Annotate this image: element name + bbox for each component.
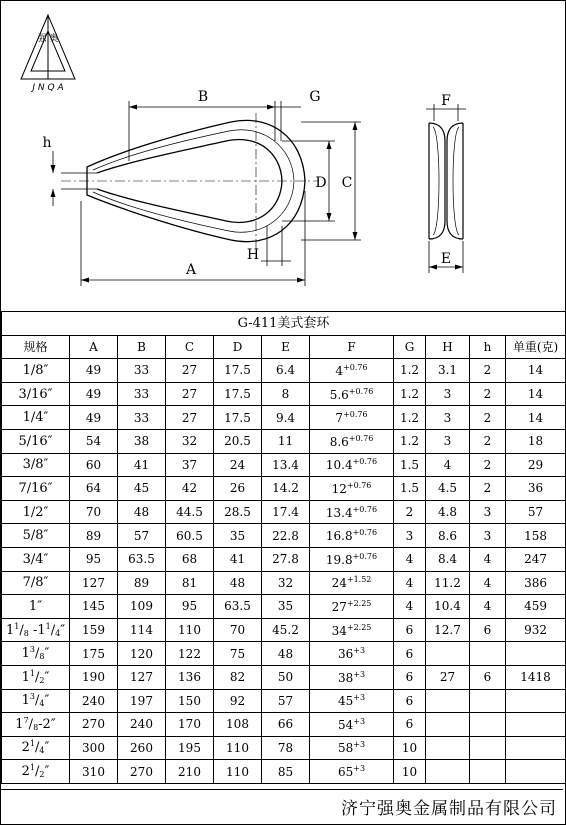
cell-weight: 247 bbox=[506, 547, 566, 571]
logo-chars-top: 强 奥 bbox=[37, 34, 59, 44]
cell-e: 78 bbox=[262, 736, 310, 760]
cell-e: 8 bbox=[262, 382, 310, 406]
cell-d: 28.5 bbox=[214, 500, 262, 524]
cell-e: 32 bbox=[262, 571, 310, 595]
header-size: 规格 bbox=[2, 335, 70, 359]
size-cell: 7/8″ bbox=[2, 571, 70, 595]
cell-c: 122 bbox=[166, 642, 214, 666]
cell-c: 27 bbox=[166, 382, 214, 406]
cell-g: 3 bbox=[394, 524, 426, 548]
cell-weight: 459 bbox=[506, 595, 566, 619]
size-cell: 1/4″ bbox=[2, 406, 70, 430]
thimble-end-view bbox=[429, 123, 463, 239]
size-cell: 3/16″ bbox=[2, 382, 70, 406]
cell-h-small: 2 bbox=[470, 406, 506, 430]
table-header-row bbox=[2, 335, 566, 359]
cell-f: $58^{+3}$ bbox=[310, 736, 394, 760]
thimble-side-view bbox=[61, 113, 319, 253]
cell-g: 6 bbox=[394, 689, 426, 713]
cell-h bbox=[426, 736, 470, 760]
cell-d: 20.5 bbox=[214, 429, 262, 453]
cell-c: 44.5 bbox=[166, 500, 214, 524]
table-row bbox=[2, 524, 566, 548]
header-e: E bbox=[262, 335, 310, 359]
cell-h-small bbox=[470, 736, 506, 760]
cell-g: 1.2 bbox=[394, 429, 426, 453]
cell-weight bbox=[506, 736, 566, 760]
cell-a: 300 bbox=[70, 736, 118, 760]
size-cell: 5/16″ bbox=[2, 429, 70, 453]
cell-d: 70 bbox=[214, 618, 262, 642]
cell-weight bbox=[506, 642, 566, 666]
cell-g: 1.5 bbox=[394, 453, 426, 477]
size-cell: $1^1/_2''$ bbox=[2, 665, 70, 689]
cell-f: $5.6^{+0.76}$ bbox=[310, 382, 394, 406]
header-a: A bbox=[70, 335, 118, 359]
dim-label-e: E bbox=[440, 251, 452, 267]
cell-d: 41 bbox=[214, 547, 262, 571]
tolerance: +3 bbox=[353, 740, 366, 750]
header-b: B bbox=[118, 335, 166, 359]
cell-b: 38 bbox=[118, 429, 166, 453]
cell-h-small: 2 bbox=[470, 382, 506, 406]
cell-e: 57 bbox=[262, 689, 310, 713]
size-cell: 1/2″ bbox=[2, 500, 70, 524]
cell-h: 12.7 bbox=[426, 618, 470, 642]
cell-a: 127 bbox=[70, 571, 118, 595]
cell-f: $8.6^{+0.76}$ bbox=[310, 429, 394, 453]
tolerance: +0.76 bbox=[343, 362, 368, 372]
cell-h: 27 bbox=[426, 665, 470, 689]
cell-a: 49 bbox=[70, 406, 118, 430]
cell-h: 4.5 bbox=[426, 477, 470, 501]
size-cell: 1″ bbox=[2, 595, 70, 619]
table-row bbox=[2, 689, 566, 713]
cell-a: 310 bbox=[70, 760, 118, 784]
table-row bbox=[2, 618, 566, 642]
size-cell: 5/8″ bbox=[2, 524, 70, 548]
tolerance: +3 bbox=[353, 693, 366, 703]
cell-h-small bbox=[470, 713, 506, 737]
cell-b: 48 bbox=[118, 500, 166, 524]
cell-f: $16.8^{+0.76}$ bbox=[310, 524, 394, 548]
cell-c: 81 bbox=[166, 571, 214, 595]
cell-e: 11 bbox=[262, 429, 310, 453]
table-row bbox=[2, 736, 566, 760]
cell-weight: 932 bbox=[506, 618, 566, 642]
cell-a: 49 bbox=[70, 359, 118, 383]
dim-label-d: D bbox=[315, 175, 327, 191]
tolerance: +2.25 bbox=[346, 598, 372, 608]
cell-f: $13.4^{+0.76}$ bbox=[310, 500, 394, 524]
cell-h bbox=[426, 689, 470, 713]
cell-h: 3 bbox=[426, 382, 470, 406]
table-row bbox=[2, 547, 566, 571]
cell-c: 68 bbox=[166, 547, 214, 571]
tolerance: +0.76 bbox=[352, 457, 378, 467]
cell-e: 9.4 bbox=[262, 406, 310, 430]
cell-h bbox=[426, 760, 470, 784]
cell-b: 45 bbox=[118, 477, 166, 501]
dimension-lines bbox=[53, 101, 361, 286]
header-h: H bbox=[426, 335, 470, 359]
cell-weight: 14 bbox=[506, 382, 566, 406]
tolerance: +3 bbox=[353, 669, 366, 679]
cell-e: 27.8 bbox=[262, 547, 310, 571]
cell-a: 89 bbox=[70, 524, 118, 548]
tolerance: +0.76 bbox=[352, 551, 378, 561]
dim-label-h: H bbox=[246, 247, 260, 263]
cell-f: $34^{+2.25}$ bbox=[310, 618, 394, 642]
cell-b: 63.5 bbox=[118, 547, 166, 571]
cell-a: 60 bbox=[70, 453, 118, 477]
header-d: D bbox=[214, 335, 262, 359]
cell-weight bbox=[506, 689, 566, 713]
cell-h: 3 bbox=[426, 429, 470, 453]
cell-h: 4.8 bbox=[426, 500, 470, 524]
cell-b: 114 bbox=[118, 618, 166, 642]
cell-weight bbox=[506, 760, 566, 784]
cell-g: 6 bbox=[394, 642, 426, 666]
cell-e: 50 bbox=[262, 665, 310, 689]
cell-b: 41 bbox=[118, 453, 166, 477]
header-h-small: h bbox=[470, 335, 506, 359]
cell-h bbox=[426, 642, 470, 666]
company-name: 济宁强奥金属制品有限公司 bbox=[341, 799, 557, 819]
cell-f: $45^{+3}$ bbox=[310, 689, 394, 713]
cell-h-small: 6 bbox=[470, 618, 506, 642]
company-logo bbox=[21, 15, 75, 79]
cell-g: 10 bbox=[394, 760, 426, 784]
cell-weight: 158 bbox=[506, 524, 566, 548]
cell-e: 22.8 bbox=[262, 524, 310, 548]
cell-g: 1.2 bbox=[394, 406, 426, 430]
cell-a: 145 bbox=[70, 595, 118, 619]
cell-a: 49 bbox=[70, 382, 118, 406]
table-row bbox=[2, 595, 566, 619]
cell-b: 270 bbox=[118, 760, 166, 784]
cell-b: 109 bbox=[118, 595, 166, 619]
table-row bbox=[2, 359, 566, 383]
spec-table bbox=[1, 311, 566, 784]
table-row bbox=[2, 760, 566, 784]
cell-f: $10.4^{+0.76}$ bbox=[310, 453, 394, 477]
cell-f: $19.8^{+0.76}$ bbox=[310, 547, 394, 571]
cell-g: 4 bbox=[394, 547, 426, 571]
table-row bbox=[2, 665, 566, 689]
table-title: G-411美式套环 bbox=[2, 312, 566, 336]
cell-d: 110 bbox=[214, 736, 262, 760]
cell-c: 110 bbox=[166, 618, 214, 642]
size-cell: $2^1/_2''$ bbox=[2, 760, 70, 784]
cell-h-small: 3 bbox=[470, 500, 506, 524]
header-f: F bbox=[310, 335, 394, 359]
cell-weight bbox=[506, 713, 566, 737]
size-cell: $1^1/_8$ $-1^1/_4''$ bbox=[2, 618, 70, 642]
table-row bbox=[2, 571, 566, 595]
cell-weight: 36 bbox=[506, 477, 566, 501]
cell-f: $24^{+1.52}$ bbox=[310, 571, 394, 595]
cell-h: 3 bbox=[426, 406, 470, 430]
cell-c: 95 bbox=[166, 595, 214, 619]
cell-weight: 29 bbox=[506, 453, 566, 477]
cell-g: 6 bbox=[394, 713, 426, 737]
cell-h: 8.6 bbox=[426, 524, 470, 548]
cell-h-small bbox=[470, 760, 506, 784]
cell-c: 37 bbox=[166, 453, 214, 477]
table-title-row bbox=[2, 312, 566, 336]
cell-e: 45.2 bbox=[262, 618, 310, 642]
size-cell: $2^1/_4''$ bbox=[2, 736, 70, 760]
cell-d: 110 bbox=[214, 760, 262, 784]
cell-b: 197 bbox=[118, 689, 166, 713]
dim-label-g: G bbox=[309, 89, 321, 105]
cell-d: 75 bbox=[214, 642, 262, 666]
size-cell: 3/8″ bbox=[2, 453, 70, 477]
tolerance: +0.76 bbox=[348, 433, 374, 443]
table-row bbox=[2, 429, 566, 453]
size-cell: $1^7/_8-2''$ bbox=[2, 713, 70, 737]
cell-b: 120 bbox=[118, 642, 166, 666]
cell-g: 1.2 bbox=[394, 382, 426, 406]
cell-c: 27 bbox=[166, 406, 214, 430]
cell-g: 2 bbox=[394, 500, 426, 524]
cell-g: 10 bbox=[394, 736, 426, 760]
cell-c: 170 bbox=[166, 713, 214, 737]
cell-a: 175 bbox=[70, 642, 118, 666]
cell-f: $65^{+3}$ bbox=[310, 760, 394, 784]
tolerance: +3 bbox=[353, 716, 366, 726]
thimble-drawing bbox=[1, 1, 566, 311]
tolerance: +2.25 bbox=[346, 622, 372, 632]
cell-e: 6.4 bbox=[262, 359, 310, 383]
cell-weight: 57 bbox=[506, 500, 566, 524]
cell-h-small: 2 bbox=[470, 453, 506, 477]
cell-h: 10.4 bbox=[426, 595, 470, 619]
cell-f: $7^{+0.76}$ bbox=[310, 406, 394, 430]
cell-c: 42 bbox=[166, 477, 214, 501]
cell-h-small: 4 bbox=[470, 547, 506, 571]
cell-g: 1.5 bbox=[394, 477, 426, 501]
cell-e: 85 bbox=[262, 760, 310, 784]
cell-b: 240 bbox=[118, 713, 166, 737]
cell-b: 260 bbox=[118, 736, 166, 760]
cell-e: 66 bbox=[262, 713, 310, 737]
size-cell: $1^3/_8''$ bbox=[2, 642, 70, 666]
tolerance: +0.76 bbox=[352, 528, 378, 538]
cell-weight: 14 bbox=[506, 359, 566, 383]
cell-c: 195 bbox=[166, 736, 214, 760]
cell-f: $12^{+0.76}$ bbox=[310, 477, 394, 501]
cell-d: 17.5 bbox=[214, 382, 262, 406]
table-row bbox=[2, 713, 566, 737]
cell-h-small: 6 bbox=[470, 665, 506, 689]
logo-chars-bottom: J N Q A bbox=[32, 83, 64, 93]
dim-label-a: A bbox=[185, 262, 197, 278]
cell-g: 6 bbox=[394, 618, 426, 642]
cell-d: 26 bbox=[214, 477, 262, 501]
cell-d: 17.5 bbox=[214, 406, 262, 430]
header-c: C bbox=[166, 335, 214, 359]
tolerance: +1.52 bbox=[346, 575, 372, 585]
cell-a: 95 bbox=[70, 547, 118, 571]
cell-g: 4 bbox=[394, 571, 426, 595]
cell-a: 270 bbox=[70, 713, 118, 737]
cell-b: 127 bbox=[118, 665, 166, 689]
cell-e: 48 bbox=[262, 642, 310, 666]
cell-d: 48 bbox=[214, 571, 262, 595]
size-cell: $1^3/_4''$ bbox=[2, 689, 70, 713]
cell-h: 3.1 bbox=[426, 359, 470, 383]
cell-c: 60.5 bbox=[166, 524, 214, 548]
cell-h-small bbox=[470, 642, 506, 666]
cell-b: 57 bbox=[118, 524, 166, 548]
cell-b: 33 bbox=[118, 382, 166, 406]
cell-c: 136 bbox=[166, 665, 214, 689]
cell-h: 11.2 bbox=[426, 571, 470, 595]
table-row bbox=[2, 642, 566, 666]
cell-a: 190 bbox=[70, 665, 118, 689]
end-view-dimensions bbox=[426, 104, 466, 273]
cell-d: 17.5 bbox=[214, 359, 262, 383]
footer bbox=[1, 789, 563, 825]
cell-d: 92 bbox=[214, 689, 262, 713]
cell-h-small bbox=[470, 689, 506, 713]
table-row bbox=[2, 406, 566, 430]
cell-c: 32 bbox=[166, 429, 214, 453]
dim-label-h-small: h bbox=[42, 135, 52, 151]
cell-h-small: 2 bbox=[470, 429, 506, 453]
cell-e: 17.4 bbox=[262, 500, 310, 524]
cell-d: 82 bbox=[214, 665, 262, 689]
table-row bbox=[2, 453, 566, 477]
size-cell: 3/4″ bbox=[2, 547, 70, 571]
cell-b: 89 bbox=[118, 571, 166, 595]
cell-h-small: 4 bbox=[470, 595, 506, 619]
cell-h-small: 2 bbox=[470, 477, 506, 501]
table-row bbox=[2, 500, 566, 524]
cell-d: 24 bbox=[214, 453, 262, 477]
tolerance: +3 bbox=[353, 764, 366, 774]
cell-c: 210 bbox=[166, 760, 214, 784]
cell-a: 54 bbox=[70, 429, 118, 453]
tolerance: +3 bbox=[353, 646, 366, 656]
tolerance: +0.76 bbox=[346, 480, 372, 490]
cell-e: 14.2 bbox=[262, 477, 310, 501]
cell-weight: 14 bbox=[506, 406, 566, 430]
header-g: G bbox=[394, 335, 426, 359]
cell-h-small: 4 bbox=[470, 571, 506, 595]
cell-b: 33 bbox=[118, 406, 166, 430]
cell-h: 4 bbox=[426, 453, 470, 477]
cell-f: $54^{+3}$ bbox=[310, 713, 394, 737]
cell-h bbox=[426, 713, 470, 737]
cell-a: 240 bbox=[70, 689, 118, 713]
cell-weight: 386 bbox=[506, 571, 566, 595]
header-weight: 单重(克) bbox=[506, 335, 566, 359]
cell-weight: 18 bbox=[506, 429, 566, 453]
cell-e: 35 bbox=[262, 595, 310, 619]
table-row bbox=[2, 477, 566, 501]
dim-label-c: C bbox=[341, 175, 353, 191]
cell-weight: 1418 bbox=[506, 665, 566, 689]
cell-c: 27 bbox=[166, 359, 214, 383]
cell-a: 159 bbox=[70, 618, 118, 642]
dim-label-f: F bbox=[441, 93, 451, 109]
size-cell: 7/16″ bbox=[2, 477, 70, 501]
dim-label-b: B bbox=[197, 89, 209, 105]
tolerance: +0.76 bbox=[352, 504, 378, 514]
cell-d: 63.5 bbox=[214, 595, 262, 619]
table-row bbox=[2, 382, 566, 406]
cell-h-small: 2 bbox=[470, 359, 506, 383]
tolerance: +0.76 bbox=[348, 386, 374, 396]
cell-f: $4^{+0.76}$ bbox=[310, 359, 394, 383]
cell-d: 35 bbox=[214, 524, 262, 548]
cell-e: 13.4 bbox=[262, 453, 310, 477]
tolerance: +0.76 bbox=[343, 410, 368, 420]
cell-d: 108 bbox=[214, 713, 262, 737]
size-cell: 1/8″ bbox=[2, 359, 70, 383]
cell-g: 6 bbox=[394, 665, 426, 689]
cell-f: $36^{+3}$ bbox=[310, 642, 394, 666]
cell-f: $27^{+2.25}$ bbox=[310, 595, 394, 619]
cell-h-small: 3 bbox=[470, 524, 506, 548]
cell-b: 33 bbox=[118, 359, 166, 383]
cell-a: 70 bbox=[70, 500, 118, 524]
cell-f: $38^{+3}$ bbox=[310, 665, 394, 689]
cell-c: 150 bbox=[166, 689, 214, 713]
cell-h: 8.4 bbox=[426, 547, 470, 571]
cell-a: 64 bbox=[70, 477, 118, 501]
cell-g: 4 bbox=[394, 595, 426, 619]
cell-g: 1.2 bbox=[394, 359, 426, 383]
